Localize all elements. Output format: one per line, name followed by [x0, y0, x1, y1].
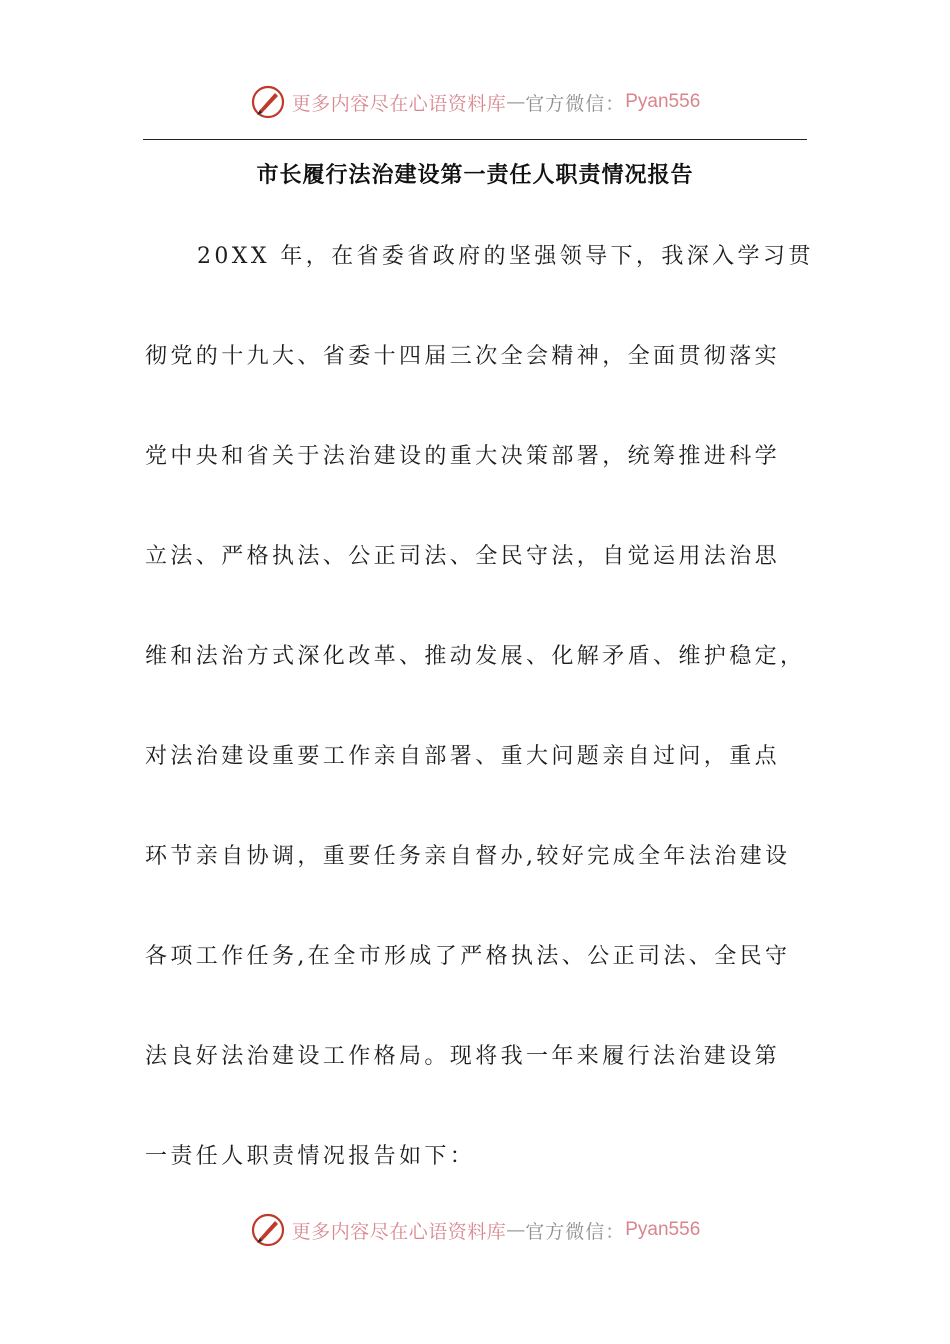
banner-wechat-label: 官方微信： — [525, 1220, 626, 1243]
body-line: 20XX 年，在省委省政府的坚强领导下，我深入学习贯 — [197, 244, 814, 269]
banner-separator: — — [506, 1219, 526, 1241]
banner-site-text: 更多内容尽在心语资料库 — [291, 1220, 507, 1243]
body-line: 对法治建设重要工作亲自部署、重大问题亲自过问，重点 — [145, 744, 781, 769]
document-title: 市长履行法治建设第一责任人职责情况报告 — [256, 163, 694, 188]
body-line: 立法、严格执法、公正司法、全民守法，自觉运用法治思 — [145, 544, 781, 569]
body-line: 环节亲自协调，重要任务亲自督办,较好完成全年法治建设 — [145, 844, 791, 869]
header-divider — [143, 139, 807, 140]
footer-banner — [0, 1210, 950, 1250]
banner-wechat-id: Pyan556 — [625, 91, 701, 112]
header-banner — [0, 82, 950, 122]
document-body — [145, 232, 814, 1232]
body-line: 维和法治方式深化改革、推动发展、化解矛盾、维护稳定， — [145, 644, 806, 669]
quill-logo-icon — [250, 1212, 286, 1248]
banner-separator: — — [506, 91, 526, 113]
body-line: 一责任人职责情况报告如下： — [145, 1144, 476, 1169]
banner-wechat-id: Pyan556 — [625, 1219, 701, 1240]
body-line: 各项工作任务,在全市形成了严格执法、公正司法、全民守 — [145, 944, 791, 969]
body-line: 党中央和省关于法治建设的重大决策部署，统筹推进科学 — [145, 444, 781, 469]
body-line: 法良好法治建设工作格局。现将我一年来履行法治建设第 — [145, 1044, 781, 1069]
body-line: 彻党的十九大、省委十四届三次全会精神，全面贯彻落实 — [145, 344, 781, 369]
banner-wechat-label: 官方微信： — [525, 92, 626, 115]
banner-site-text: 更多内容尽在心语资料库 — [291, 92, 507, 115]
quill-logo-icon — [250, 84, 286, 120]
